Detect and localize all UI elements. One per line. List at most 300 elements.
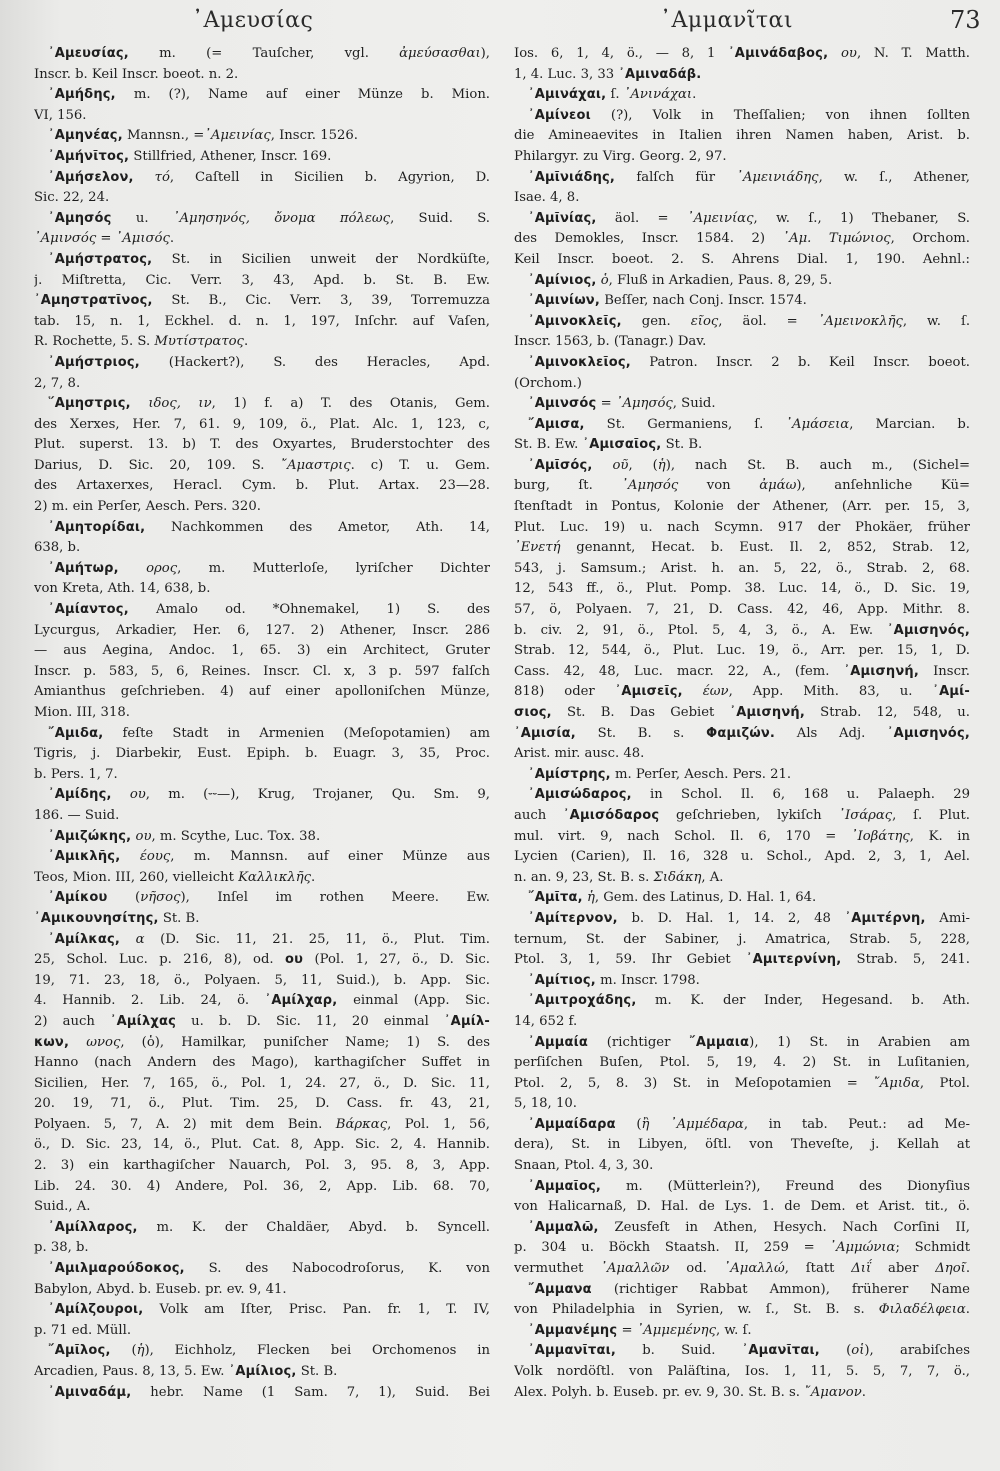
text-line	[514, 1074, 970, 1095]
text-line	[514, 415, 970, 436]
text-line	[34, 579, 490, 600]
entry-text: , Pol. 1, 56,	[387, 1116, 490, 1132]
entry-text: 20. 19, 71, ö., Plut. Tim. 25, D. Cass. fr. 43, 21,	[34, 1096, 490, 1112]
greek-italic-text: ου	[129, 787, 146, 803]
text-line	[34, 44, 490, 65]
greek-italic-text: εῖος	[690, 313, 719, 329]
text-line	[34, 415, 490, 436]
entry-text: St. Germaniens, ſ.	[584, 416, 786, 432]
text-line	[514, 950, 970, 971]
headword: ᾿Αμισηνή,	[729, 705, 805, 720]
text-line	[34, 1135, 490, 1156]
headword: ᾿Αμίτιος,	[528, 972, 596, 988]
entry-text: Inscr. p. 583, 5, 6, Reines. Inscr. Cl. x, 3 p. 597 falſch	[34, 663, 490, 679]
entry-text: S. des Nabocodroſorus, K. von	[184, 1261, 490, 1277]
text-line	[34, 703, 490, 724]
text-line	[34, 600, 490, 621]
text-line	[34, 621, 490, 642]
entry-text: ö., D. Sic. 23, 14, ö., Plut. Cat. 8, App. Sic. 2, 4. Hannib.	[34, 1137, 490, 1153]
headword: ῎Αμισα,	[528, 416, 585, 432]
text-line	[514, 106, 970, 127]
text-line	[514, 497, 970, 518]
greek-italic-text: ᾿Ισάρας	[838, 807, 893, 823]
text-line	[34, 188, 490, 209]
entry-text: Polyaen. 5, 7, A. 2) mit dem Bein.	[34, 1116, 336, 1132]
entry-text: gen.	[621, 313, 691, 329]
text-line	[34, 1156, 490, 1177]
headword: ᾿Αμίλχαρ,	[264, 993, 338, 1009]
text-line	[514, 1135, 970, 1156]
greek-italic-text: ἡ	[657, 457, 666, 473]
text-line	[34, 497, 490, 518]
entry-text: , ſ. Plut.	[892, 807, 970, 823]
entry-text: Babylon, Abyd. b. Euseb. pr. ev. 9, 41.	[34, 1281, 287, 1297]
entry-text: , Athener, Inscr. 169.	[192, 148, 332, 164]
entry-text: Alex. Polyh. b. Euseb. pr. ev. 9, 30. St. B. s.	[514, 1384, 805, 1400]
entry-text: .	[861, 1384, 866, 1400]
entry-text: Lycien (Carien), Il. 16, 328 u. Schol., Apd. 2, 3, 1, Ael.	[514, 849, 970, 865]
entry-text: , lyriſcher Dichter	[324, 560, 490, 576]
entry-text: , K. in	[909, 828, 970, 844]
entry-text: b. Pers. 1, 7.	[34, 766, 118, 782]
greek-italic-text: ᾿Αμεινοκλῆς	[817, 313, 903, 329]
entry-text: Isae. 4, 8.	[514, 190, 580, 206]
entry-text: ſtenſtadt in Pontus, Kolonie der Athener, (Arr. per. 15, 3,	[514, 499, 970, 515]
entry-text: =	[617, 1322, 637, 1338]
text-line	[34, 1362, 490, 1383]
entry-text: St. B., Cic. Verr. 3, 39, Torremuzza	[152, 293, 490, 309]
headword: ᾿Αμίλζουροι,	[48, 1302, 144, 1318]
entry-text: Mion. III, 318.	[34, 705, 130, 720]
headword: ᾿Αμισόδαρος	[562, 807, 660, 823]
entry-text: j. Miſtretta, Cic. Verr. 3, 43, Apd. b. St. B. Ew.	[34, 272, 490, 288]
text-line	[514, 1094, 970, 1115]
text-line	[34, 85, 490, 106]
headword: ᾿Αμιζώκης,	[48, 828, 132, 844]
entry-text: , w. ſ.	[715, 1322, 752, 1338]
entry-text: Snaan, Ptol. 4, 3, 30.	[514, 1158, 654, 1174]
entry-text: St. B.	[158, 910, 200, 926]
entry-text: Arcadien, Paus. 8, 13, 5. Ew.	[34, 1364, 229, 1379]
entry-text: 5, 18, 10.	[514, 1096, 577, 1112]
entry-text: Ios. 6, 1, 4, ö., — 8, 1	[514, 46, 729, 61]
entry-text: , ſt.	[545, 478, 622, 494]
headword: ᾿Αμμαία	[528, 1034, 589, 1050]
entry-text: geſchrieben, lykiſch	[659, 807, 839, 823]
entry-text: , App. Mith. 83, u.	[728, 684, 933, 700]
entry-text: Zeusfeſt in Athen, Hesych. Nach Corſini II,	[598, 1219, 970, 1235]
entry-text: (Pol. 1, 27, ö., D. Sic.	[303, 952, 490, 968]
entry-text: u.	[111, 210, 173, 226]
entry-text: mul. virt. 9, nach Schol. Il. 6, 170 =	[514, 828, 851, 844]
entry-text: St. in Sicilien unweit der Nordküſte,	[152, 251, 490, 267]
headword: ᾿Αμμαίδαρα	[528, 1116, 616, 1132]
entry-text: Ohnemakel	[279, 602, 356, 618]
greek-italic-text: ᾿Αμ. Τιμώνιος	[782, 231, 891, 247]
text-line	[34, 930, 490, 951]
entry-text: Inscr. b. Keil Inscr. boeot. n. 2.	[34, 66, 239, 82]
entry-text: p. 38, b.	[34, 1240, 89, 1256]
entry-text: b. Suid.	[615, 1343, 742, 1359]
text-line	[514, 621, 970, 642]
entry-text: Keil Inscr. boeot. 2. S. Ahrens Dial. 1, 190. Aehnl.:	[514, 251, 970, 267]
entry-text: von Philadelphia in Syrien, w. ſ., St. B. s.	[514, 1302, 879, 1318]
text-line	[514, 662, 970, 683]
greek-italic-text: Σιδάκη	[653, 869, 702, 885]
text-line	[34, 827, 490, 848]
text-line	[34, 785, 490, 806]
entry-text: 638, b.	[34, 540, 81, 556]
headword: ᾿Αμίκου	[48, 890, 108, 906]
text-line	[34, 332, 490, 353]
text-line	[34, 1197, 490, 1218]
text-line	[514, 1321, 970, 1342]
greek-italic-text: Βάρκας	[335, 1116, 388, 1132]
text-line	[514, 85, 970, 106]
entry-text: Lycurgus, Arkadier, Her. 6, 127. 2) Athener, Inscr. 286	[34, 622, 490, 638]
text-line	[514, 765, 970, 786]
text-line	[34, 765, 490, 786]
text-line	[34, 1300, 490, 1321]
headword: ᾿Αμικουνησίτης,	[34, 910, 159, 926]
greek-italic-text: Καλλικλῆς	[238, 869, 312, 885]
entry-text: , N. T. Matth.	[856, 46, 970, 61]
entry-text: — aus Aegina, Andoc. 1, 65. 3) ein Architect, Gruter	[34, 643, 490, 659]
entry-text: , Flecken bei Orchomenos in	[232, 1343, 490, 1359]
text-line	[34, 229, 490, 250]
text-line	[34, 1074, 490, 1095]
entry-text: od.	[669, 1261, 724, 1277]
text-line	[34, 456, 490, 477]
entry-text: von	[678, 478, 760, 494]
text-line	[514, 394, 970, 415]
text-line	[34, 353, 490, 374]
entry-text: Volk nordöſtl. von Paläſtina, Ios. 1, 11, 5. 5, 7, 7, ö.,	[514, 1364, 970, 1379]
text-line	[34, 435, 490, 456]
entry-text: Tauſcher	[252, 46, 311, 61]
text-line	[514, 291, 970, 312]
entry-text: perſiſchen Buſen, Ptol. 5, 19, 4. 2) St. in Luſitanien,	[514, 1055, 970, 1071]
headword: ᾿Αμιτροχάδης,	[528, 993, 637, 1009]
text-line	[34, 909, 490, 930]
entry-text: (	[615, 1116, 642, 1132]
text-line	[34, 662, 490, 683]
text-line	[514, 1362, 970, 1383]
headword: ᾿Αμανῖται,	[741, 1343, 820, 1359]
text-line	[514, 332, 970, 353]
entry-text: Tigris, j. Diarbekir, Eust. Epiph. b. Euagr. 3, 35, Proc.	[34, 746, 490, 762]
entry-text: u. b. D. Sic. 11, 20 einmal	[176, 1013, 444, 1029]
text-line	[514, 1177, 970, 1198]
entry-text: St. B.	[661, 437, 703, 453]
entry-text: burg	[514, 478, 546, 494]
text-line	[514, 1259, 970, 1280]
entry-text: Amalo	[155, 602, 198, 618]
entry-text: ), S. des Heracles, Apd.	[235, 354, 490, 370]
greek-italic-text: ᾿Αμμώνια	[829, 1240, 896, 1256]
entry-text: .	[169, 231, 175, 247]
text-line	[514, 209, 970, 230]
text-line	[514, 724, 970, 745]
entry-text: St. B. Ew.	[514, 437, 583, 453]
headword: ᾿Αμινάχαι,	[528, 87, 607, 103]
entry-text: ), Freund des Dionyſius	[751, 1178, 970, 1194]
entry-text: .	[311, 869, 316, 885]
text-line	[34, 1280, 490, 1301]
headword: ᾿Αμίλ-	[443, 1013, 490, 1029]
entry-text: Ptol. 3, 1, 59. Ihr Gebiet	[514, 952, 746, 968]
headword: ᾿Αμήστριος,	[48, 354, 140, 370]
entry-text	[120, 849, 139, 864]
text-line	[34, 1238, 490, 1259]
entry-text: n. an. 9, 23, St. B. s.	[514, 869, 654, 885]
headword: ᾿Αμικλῆς,	[48, 849, 121, 865]
entry-text: Plut. Luc. 19) u. nach Scymn. 917 der Phokäer, früher	[514, 519, 970, 535]
text-line	[34, 538, 490, 559]
headword: ᾿Αμίλλαρος,	[48, 1219, 138, 1235]
greek-italic-text: ᾿Αμινσός	[34, 231, 97, 247]
entry-text: . c) T. u. Gem.	[350, 457, 490, 473]
text-line	[34, 1218, 490, 1239]
text-line	[514, 806, 970, 827]
entry-text	[112, 787, 130, 802]
entry-text	[131, 396, 148, 411]
left-column	[34, 44, 490, 1403]
headword: ᾿Αμιτερνίνη,	[745, 952, 842, 968]
greek-italic-text: ορος	[146, 560, 178, 576]
entry-text: ), Inſel im rothen Meere. Ew.	[180, 890, 490, 906]
entry-text: (?), Volk in Theſſalien; von ihnen ſollten	[590, 107, 970, 123]
entry-text: , ſtatt	[784, 1261, 852, 1277]
headword: ᾿Αμίλιος,	[228, 1364, 297, 1379]
greek-italic-text: ᾿Αμισός	[115, 231, 170, 247]
text-line	[34, 1115, 490, 1136]
entry-text: 818) oder	[514, 684, 615, 700]
headword: ᾿Αμισηνός,	[886, 725, 970, 741]
text-line	[34, 950, 490, 971]
headword: ᾿Αμευσίας,	[48, 46, 129, 61]
text-line	[34, 1012, 490, 1033]
headword: ῎Αμμαια	[689, 1034, 750, 1050]
text-line	[34, 168, 490, 189]
headword: ῎Αμμανα	[528, 1281, 592, 1297]
text-line	[514, 1218, 970, 1239]
headword: ᾿Αμισώδαρος,	[528, 787, 632, 803]
text-line	[34, 1383, 490, 1404]
page-header	[0, 2, 1000, 42]
text-line	[34, 1033, 490, 1054]
greek-italic-text: ἀμάω	[759, 478, 797, 494]
headword: ᾿Αμί-	[932, 684, 970, 700]
entry-text: m. (	[601, 1178, 673, 1194]
entry-text: m. Perſer, Aesch. Pers. 21.	[610, 766, 792, 782]
text-line	[514, 1053, 970, 1074]
text-line	[514, 188, 970, 209]
entry-text: , Fluß in Arkadien, Paus. 8, 29, 5.	[608, 272, 833, 288]
text-line	[34, 888, 490, 909]
entry-text: Strab. 12, 548, u.	[804, 705, 970, 720]
headword: ᾿Αμισαῖος,	[582, 437, 662, 453]
greek-italic-text: ἀμεύσασθαι	[399, 46, 481, 61]
entry-text: Inscr. 1563, b. (Tanagr.) Dav.	[514, 334, 707, 350]
entry-text: Strab. 5, 241.	[841, 952, 970, 968]
entry-text: Ami-	[925, 910, 970, 926]
entry-text: od. *	[198, 602, 280, 618]
entry-text: Sic. 22, 24.	[34, 190, 110, 206]
entry-text: von Kreta, Ath. 14, 638, b.	[34, 581, 211, 597]
entry-text: ; Schmidt	[895, 1240, 970, 1256]
entry-text: , Suid.	[672, 396, 716, 412]
greek-italic-text: ᾿Ιοβάτης	[850, 828, 910, 844]
headword: ᾿Αμήστρατος,	[48, 251, 153, 267]
entry-text: , in tab. Peut.: ad Me-	[743, 1116, 970, 1132]
entry-text: 19, 71. 23, 18, ö., Polyaen. 5, 11, Suid.), b. App. Sic.	[34, 972, 490, 988]
headword: ᾿Αμῖνίας,	[528, 210, 597, 226]
entry-text: Als Adj.	[775, 725, 887, 741]
text-line	[34, 991, 490, 1012]
entry-text	[119, 561, 146, 576]
entry-text: =	[596, 396, 616, 412]
entry-text: , Ptol.	[919, 1075, 970, 1091]
text-line	[34, 1259, 490, 1280]
entry-text: die Amineaevites in Italien ihren Namen haben, Arist. b.	[514, 128, 970, 144]
entry-text: (Orchom.)	[514, 375, 582, 391]
greek-italic-text: ιδος, ιν	[148, 396, 212, 412]
text-line	[34, 106, 490, 127]
greek-italic-text: ᾿Αμαλλώ	[723, 1261, 785, 1277]
text-line	[514, 1197, 970, 1218]
entry-text: m. (?), Name auf einer Münze b. Mion.	[115, 87, 490, 103]
text-line	[514, 1300, 970, 1321]
headword: ᾿Αμινάδαβος,	[728, 46, 829, 61]
headword: ᾿Αμμανῖται,	[528, 1343, 616, 1359]
headword: ᾿Αμήσελον,	[48, 169, 134, 185]
greek-italic-text: ῎Αμιδα	[873, 1075, 920, 1091]
entry-text: ſ.	[606, 87, 624, 103]
greek-italic-text: ῎Αμαστρις	[280, 457, 351, 473]
headword: ᾿Αμῖνιάδης,	[528, 169, 616, 185]
greek-italic-text: α	[135, 931, 145, 947]
entry-text: , m. Mannsn. auf einer Münze aus	[170, 849, 490, 865]
entry-text: Arist. mir. ausc. 48.	[514, 746, 645, 762]
entry-text	[828, 46, 841, 61]
text-line	[34, 847, 490, 868]
text-line	[514, 250, 970, 271]
greek-italic-text: ᾿Αμησηνός, ὄνομα πόλεως	[172, 210, 391, 226]
entry-text: 186. — Suid.	[34, 807, 120, 823]
text-line	[34, 126, 490, 147]
text-line	[514, 971, 970, 992]
greek-italic-text: ᾿Αμεινίας	[687, 210, 754, 226]
entry-text: Strab. 12, 544, ö., Plut. Luc. 19, ö., Arr. per. 15, 1, D.	[514, 643, 970, 659]
entry-text: , nach Conj. Inscr. 1574.	[644, 293, 807, 309]
entry-text: , Orchom.	[890, 231, 970, 247]
greek-italic-text: ωνος	[86, 1034, 121, 1050]
entry-text: (	[139, 354, 174, 370]
headword: ᾿Αμισεῖς,	[614, 684, 683, 700]
greek-italic-text: οῦ	[612, 457, 629, 473]
entry-text: , w. ſ.	[902, 313, 970, 329]
entry-text: p. 71 ed. Müll.	[34, 1322, 132, 1338]
headword: Φαμιζών.	[706, 725, 776, 741]
text-line	[514, 868, 970, 889]
text-line	[514, 374, 970, 395]
headword: ᾿Αμισία,	[514, 725, 576, 741]
text-line	[514, 559, 970, 580]
entry-text: , 1) S. des	[355, 602, 490, 618]
running-head-left: ᾿Αμευσίας	[192, 8, 314, 33]
greek-italic-text: ᾿Αμεινιάδης	[736, 169, 819, 185]
entry-text: 2) auch	[34, 1013, 110, 1029]
headword: ᾿Αμήνῖτος,	[48, 148, 130, 164]
text-line	[514, 1341, 970, 1362]
text-line	[514, 1115, 970, 1136]
entry-text	[69, 1035, 86, 1050]
entry-text: in Schol. Il. 6, 168 u. Palaeph. 29	[631, 787, 970, 803]
headword: ου	[285, 952, 304, 968]
headword: ᾿Αμηστρατῖνος,	[34, 293, 153, 309]
entry-text: VI, 156.	[34, 107, 87, 123]
text-line	[514, 44, 970, 65]
text-line	[34, 1053, 490, 1074]
headword: ᾿Αμιναδάμ,	[48, 1384, 132, 1400]
text-line	[514, 229, 970, 250]
greek-italic-text: ου	[840, 46, 857, 61]
entry-text: p. 304 u. Böckh Staatsh. II, 259 =	[514, 1240, 830, 1256]
entry-text: aber	[871, 1261, 936, 1277]
headword: ᾿Αμῖσός,	[528, 457, 593, 473]
greek-italic-text: ἡ	[586, 890, 595, 906]
headword: ῎Αμῖλος,	[48, 1343, 111, 1359]
entry-text: Eichholz	[174, 1343, 232, 1359]
headword: ᾿Αμισηνός,	[886, 622, 970, 638]
headword: ᾿Αμίαντος,	[48, 602, 129, 618]
entry-text: 12, 543 ff., ö., Plut. Pomp. 38. Luc. 14, ö., D. Sic. 19,	[514, 581, 970, 597]
text-line	[514, 126, 970, 147]
text-line	[514, 579, 970, 600]
entry-text: ), anſehnliche Kü=	[796, 478, 970, 494]
entry-text: Plut. superst. 13. b) T. des Oxyartes, Bruderstochter des	[34, 437, 490, 453]
entry-text: Beſſer	[604, 293, 645, 309]
text-line	[34, 641, 490, 662]
headword: ᾿Αμμαλῶ,	[528, 1219, 599, 1235]
text-line	[34, 312, 490, 333]
entry-text: des Artaxerxes, Heracl. Cym. b. Plut. Artax. 23—28.	[34, 478, 490, 494]
greek-italic-text: ὁ	[600, 272, 609, 288]
greek-italic-text: ᾿Αμησός	[615, 396, 673, 412]
entry-text: Mütterlein?	[672, 1178, 752, 1194]
headword: ᾿Αμισηνή,	[843, 663, 919, 679]
text-line	[514, 168, 970, 189]
entry-text: , Suid. S.	[390, 210, 490, 226]
entry-text: , vgl.	[310, 46, 400, 61]
entry-text: Krug	[257, 787, 291, 803]
text-line	[514, 744, 970, 765]
entry-text: .	[692, 87, 697, 103]
headword: ῎Αμῖτα,	[528, 890, 583, 906]
running-head-right: ᾿Αμμανῖται	[660, 8, 793, 33]
right-column	[514, 44, 970, 1403]
greek-italic-text: ἢ ᾿Αμμέδαρα	[641, 1116, 744, 1132]
entry-text: (	[110, 1343, 137, 1359]
entry-text: Darius, D. Sic. 20, 109. S.	[34, 457, 281, 473]
text-line	[34, 724, 490, 745]
entry-text: St. B. s.	[575, 725, 707, 741]
entry-text: Hanno (nach Andern des Mago), karthagiſcher Suffet in	[34, 1055, 490, 1071]
headword: ᾿Αμίνεοι	[528, 107, 591, 123]
text-line	[34, 868, 490, 889]
text-line	[514, 641, 970, 662]
